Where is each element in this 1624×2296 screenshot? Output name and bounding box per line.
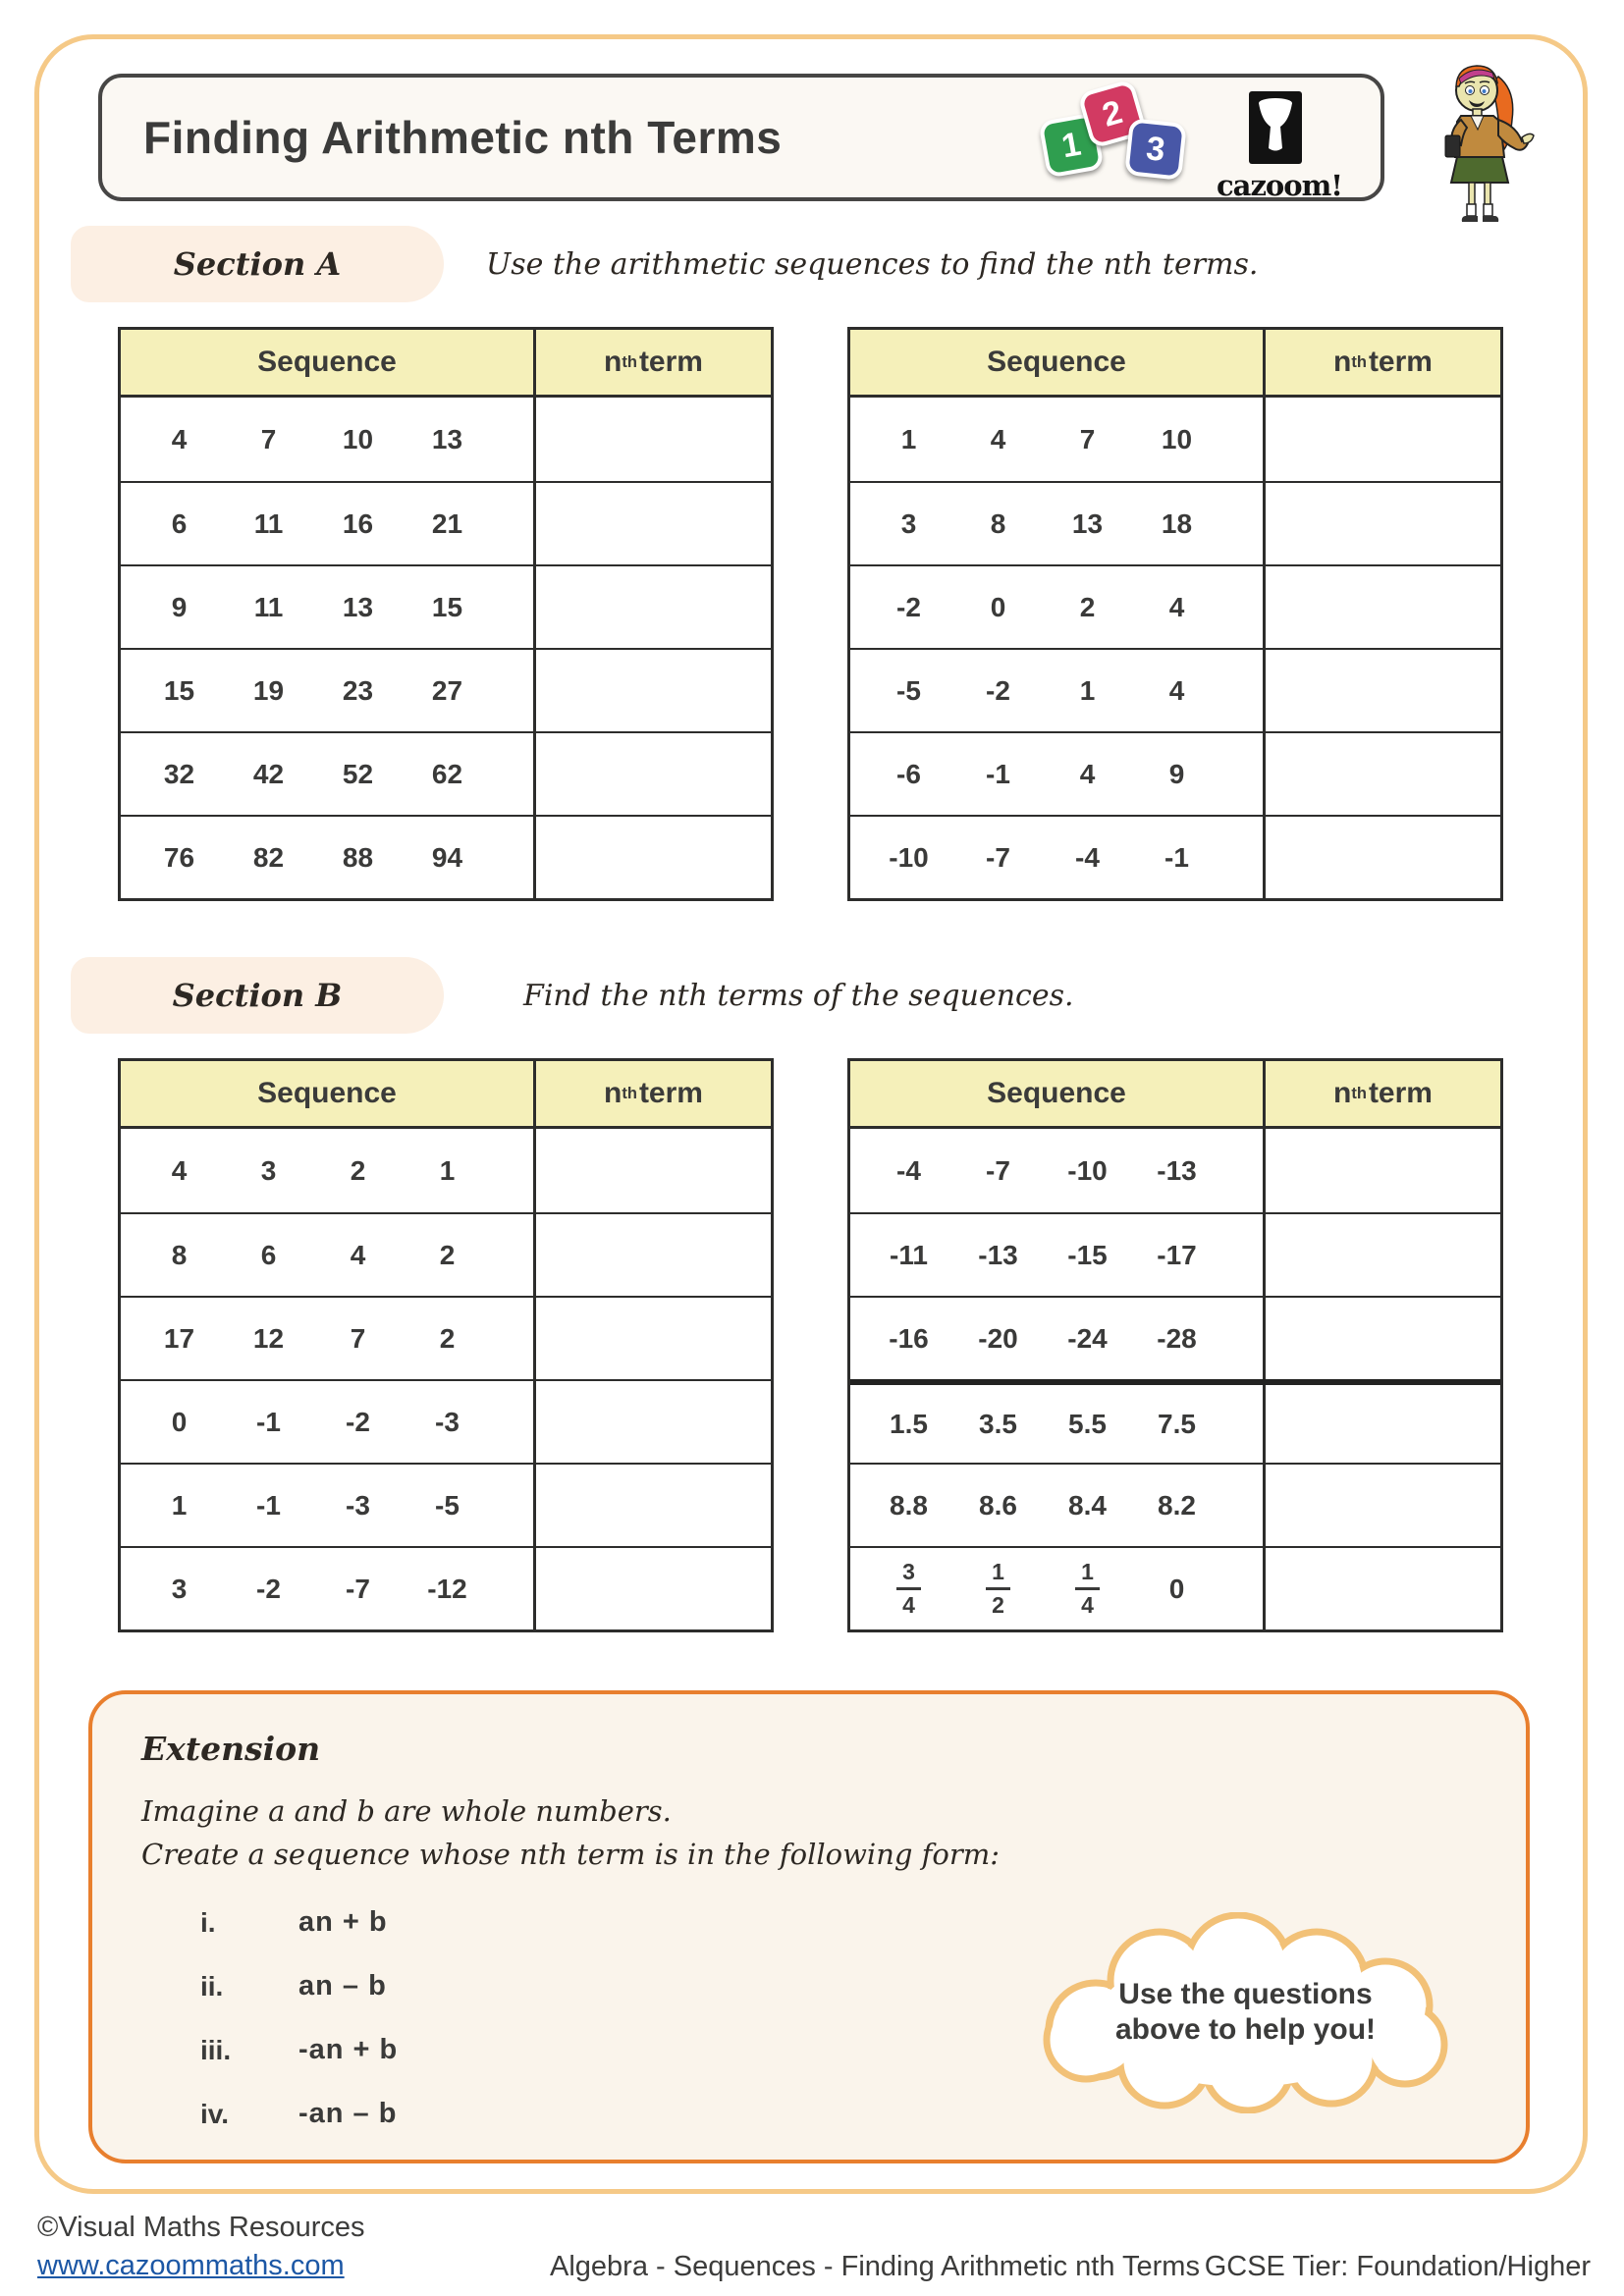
fraction-value: $\frac{3}{4}$ (896, 1561, 921, 1617)
extension-item-numeral: iv. (200, 2098, 230, 2129)
sequence-value: 76 (163, 841, 195, 873)
extension-item-formula: an – b (298, 1970, 387, 2002)
table-row (850, 564, 1500, 648)
sequence-values (850, 1465, 1266, 1546)
sequence-value: 2 (439, 1322, 456, 1354)
sequence-values (850, 1548, 1266, 1629)
sequence-value: 7 (260, 423, 277, 454)
table-row (121, 1463, 771, 1546)
sequence-values (121, 398, 536, 481)
sequence-column-header: Sequence (121, 330, 536, 395)
sequence-table-b-left (118, 1058, 774, 1632)
sequence-column-header: Sequence (850, 330, 1266, 395)
page-title: Finding Arithmetic nth Terms (143, 112, 783, 163)
sequence-value: -2 (256, 1573, 281, 1604)
table-row (121, 815, 771, 898)
sequence-values (121, 483, 536, 564)
sequence-value: -5 (896, 674, 921, 706)
sequence-table-a-right (847, 327, 1503, 901)
sequence-value: -17 (1157, 1239, 1197, 1270)
sequence-value: -1 (1164, 841, 1189, 873)
sequence-value: 19 (252, 674, 285, 706)
sequence-value: 94 (431, 841, 463, 873)
sequence-value: 9 (171, 591, 188, 622)
sequence-value: -7 (346, 1573, 370, 1604)
nth-term-answer-cell (1266, 566, 1500, 648)
sequence-value: 2 (439, 1239, 456, 1270)
sequence-value: 1 (900, 423, 917, 454)
sequence-value: -3 (435, 1406, 460, 1437)
sequence-value: 13 (342, 591, 374, 622)
sequence-value: -2 (986, 674, 1010, 706)
sequence-value: -13 (1157, 1154, 1197, 1186)
sequence-value: -4 (1075, 841, 1100, 873)
sequence-values (850, 398, 1266, 481)
sequence-value: 4 (1168, 674, 1185, 706)
sequence-value: 8.8 (890, 1489, 928, 1521)
sequence-value: 8 (171, 1239, 188, 1270)
sequence-value: -12 (427, 1573, 467, 1604)
sequence-value: 4 (1079, 758, 1096, 789)
table-header-row (850, 330, 1500, 398)
sequence-value: -1 (256, 1489, 281, 1521)
help-bubble-text (1027, 1977, 1464, 2048)
sequence-value: -3 (346, 1489, 370, 1521)
sequence-value: 4 (171, 423, 188, 454)
sequence-column-header: Sequence (121, 1061, 536, 1126)
sequence-value: 6 (260, 1239, 277, 1270)
sequence-values (121, 817, 536, 898)
footer-tier-text: GCSE Tier: Foundation/Higher (1204, 2251, 1591, 2282)
extension-item-numeral: iii. (200, 2034, 232, 2065)
sequence-values (121, 1548, 536, 1629)
nth-term-answer-cell (1266, 1385, 1500, 1463)
copyright-text: ©Visual Maths Resources (37, 2212, 365, 2243)
sequence-value: 18 (1161, 507, 1193, 539)
sequence-value: 2 (1079, 591, 1096, 622)
sequence-values (121, 650, 536, 731)
table-row (121, 648, 771, 731)
sequence-table-b-right (847, 1058, 1503, 1632)
sequence-value: 88 (342, 841, 374, 873)
nth-term-answer-cell (1266, 1129, 1500, 1212)
teacher-girl-mascot (1422, 51, 1543, 226)
table-row (850, 1463, 1500, 1546)
sequence-value: 15 (431, 591, 463, 622)
sequence-value: 10 (1161, 423, 1193, 454)
extension-item-numeral: ii. (200, 1970, 224, 2002)
tile-3-label: 3 (1144, 129, 1167, 169)
nth-term-answer-cell (536, 650, 771, 731)
sequence-value: -2 (896, 591, 921, 622)
sequence-value: 2 (350, 1154, 366, 1186)
table-row (850, 1296, 1500, 1379)
sequence-values (121, 1298, 536, 1379)
sequence-values (850, 1214, 1266, 1296)
sequence-value: -5 (435, 1489, 460, 1521)
sequence-values (850, 733, 1266, 815)
nth-term-column-header: n th term (604, 346, 703, 378)
sequence-value: 11 (253, 591, 284, 622)
table-row (850, 398, 1500, 481)
extension-item (200, 1891, 398, 1954)
sequence-value: -7 (986, 1154, 1010, 1186)
sequence-value: -1 (986, 758, 1010, 789)
section-b-label: Section B (71, 957, 444, 1034)
sequence-value: 1 (439, 1154, 456, 1186)
sequence-value: -10 (1067, 1154, 1108, 1186)
sequence-value: 11 (253, 507, 284, 539)
footer-left (37, 2212, 365, 2282)
sequence-value: 13 (1071, 507, 1104, 539)
sequence-values (850, 1385, 1266, 1463)
sequence-value: 4 (171, 1154, 188, 1186)
extension-item-numeral: i. (200, 1906, 216, 1938)
table-row (121, 731, 771, 815)
sequence-value: 15 (163, 674, 195, 706)
nth-term-answer-cell (1266, 1214, 1500, 1296)
sequence-value: -24 (1067, 1322, 1108, 1354)
sequence-value: 1 (1079, 674, 1096, 706)
sequence-values (850, 483, 1266, 564)
sequence-value: -28 (1157, 1322, 1197, 1354)
section-b-instruction: Find the nth terms of the sequences. (523, 979, 1074, 1013)
sequence-value: 82 (252, 841, 285, 873)
sequence-column-header: Sequence (850, 1061, 1266, 1126)
sequence-value: 7.5 (1158, 1408, 1196, 1439)
sequence-value: 10 (342, 423, 374, 454)
sequence-value: 7 (350, 1322, 366, 1354)
cazoom-logo (1217, 91, 1343, 202)
sequence-value: 4 (1168, 591, 1185, 622)
table-header-row (850, 1061, 1500, 1129)
table-row (850, 481, 1500, 564)
sequence-value: -10 (889, 841, 929, 873)
djembe-drum-icon (1249, 91, 1302, 164)
tile-2-label: 2 (1098, 92, 1127, 134)
sequence-value: -4 (896, 1154, 921, 1186)
nth-term-answer-cell (536, 1465, 771, 1546)
sequence-value: -15 (1067, 1239, 1108, 1270)
table-row (121, 398, 771, 481)
sequence-value: 1 (171, 1489, 188, 1521)
table-header-row (121, 1061, 771, 1129)
cazoom-logo-text: cazoom! (1217, 169, 1343, 202)
nth-term-answer-cell (536, 817, 771, 898)
sequence-value: 4 (350, 1239, 366, 1270)
sequence-value: 8.6 (979, 1489, 1017, 1521)
sequence-value: 16 (342, 507, 374, 539)
sequence-value: 27 (431, 674, 463, 706)
extension-item-formula: an + b (298, 1906, 388, 1938)
nth-term-answer-cell (536, 1298, 771, 1379)
sequence-value: -6 (896, 758, 921, 789)
help-bubble-line-1: Use the questions (1118, 1978, 1373, 2010)
sequence-value: 0 (990, 591, 1006, 622)
sequence-value: 42 (252, 758, 285, 789)
table-row (121, 1379, 771, 1463)
nth-term-answer-cell (536, 483, 771, 564)
nth-term-column-header: n th term (1333, 1077, 1433, 1109)
sequence-value: 3 (900, 507, 917, 539)
table-row (850, 1379, 1500, 1463)
table-row (121, 1546, 771, 1629)
website-link[interactable]: www.cazoommaths.com (37, 2250, 345, 2281)
fraction-value: $\frac{1}{2}$ (986, 1561, 1010, 1617)
sequence-value: 8.4 (1068, 1489, 1107, 1521)
table-row (121, 564, 771, 648)
nth-term-column-header: n th term (1333, 346, 1433, 378)
sequence-value: 21 (431, 507, 463, 539)
sequence-value: 9 (1168, 758, 1185, 789)
extension-box (88, 1690, 1530, 2163)
header (98, 74, 1384, 201)
extension-title: Extension (141, 1730, 321, 1768)
sequence-values (121, 733, 536, 815)
sequence-value: 7 (1079, 423, 1096, 454)
extension-item-list (200, 1891, 398, 2146)
sequence-value: -7 (986, 841, 1010, 873)
extension-line-2: Create a sequence whose nth term is in the following form: (141, 1838, 1000, 1871)
nth-term-answer-cell (536, 1381, 771, 1463)
sequence-values (121, 1129, 536, 1212)
sequence-value: 3 (171, 1573, 188, 1604)
sequence-value: -20 (978, 1322, 1018, 1354)
sequence-table-a-left (118, 327, 774, 901)
table-row (850, 815, 1500, 898)
table-row (121, 1296, 771, 1379)
nth-term-answer-cell (1266, 398, 1500, 481)
sequence-value: 8 (990, 507, 1006, 539)
sequence-value: 1.5 (890, 1408, 928, 1439)
nth-term-answer-cell (536, 733, 771, 815)
table-row (850, 731, 1500, 815)
sequence-value: 0 (171, 1406, 188, 1437)
table-header-row (121, 330, 771, 398)
sequence-value: 52 (342, 758, 374, 789)
sequence-value: 32 (163, 758, 195, 789)
table-row (121, 481, 771, 564)
sequence-values (121, 566, 536, 648)
nth-term-answer-cell (1266, 1548, 1500, 1629)
table-row (850, 1546, 1500, 1629)
nth-term-answer-cell (1266, 817, 1500, 898)
sequence-value: 12 (252, 1322, 285, 1354)
sequence-values (121, 1214, 536, 1296)
extension-item (200, 2082, 398, 2146)
sequence-value: 17 (163, 1322, 195, 1354)
table-row (850, 648, 1500, 731)
sequence-value: -11 (890, 1239, 928, 1270)
sequence-value: 3 (260, 1154, 277, 1186)
sequence-values (850, 1298, 1266, 1379)
nth-term-answer-cell (536, 1214, 771, 1296)
fraction-value: $\frac{1}{4}$ (1075, 1561, 1100, 1617)
number-tiles-123-icon (1043, 85, 1190, 195)
nth-term-answer-cell (1266, 1465, 1500, 1546)
nth-term-answer-cell (1266, 483, 1500, 564)
extension-line-1: Imagine a and b are whole numbers. (141, 1794, 672, 1828)
sequence-value: -1 (256, 1406, 281, 1437)
sequence-values (121, 1465, 536, 1546)
sequence-value: 5.5 (1068, 1408, 1107, 1439)
sequence-value: 3.5 (979, 1408, 1017, 1439)
tile-3 (1124, 118, 1187, 181)
nth-term-answer-cell (536, 1129, 771, 1212)
sequence-value: 8.2 (1158, 1489, 1196, 1521)
table-row (121, 1129, 771, 1212)
sequence-value: -13 (978, 1239, 1018, 1270)
sequence-value: 0 (1168, 1573, 1185, 1604)
extension-item (200, 1954, 398, 2018)
sequence-values (850, 566, 1266, 648)
sequence-value: 4 (990, 423, 1006, 454)
extension-item-formula: -an – b (298, 2098, 398, 2129)
section-a-instruction: Use the arithmetic sequences to find the nth terms. (486, 247, 1259, 282)
nth-term-answer-cell (1266, 733, 1500, 815)
sequence-values (850, 1129, 1266, 1212)
sequence-values (850, 817, 1266, 898)
table-row (850, 1129, 1500, 1212)
sequence-value: 62 (431, 758, 463, 789)
nth-term-answer-cell (1266, 650, 1500, 731)
sequence-value: -2 (346, 1406, 370, 1437)
extension-item-formula: -an + b (298, 2034, 399, 2065)
sequence-values (121, 1381, 536, 1463)
nth-term-answer-cell (536, 566, 771, 648)
nth-term-answer-cell (1266, 1298, 1500, 1379)
help-bubble-line-2: above to help you! (1114, 2013, 1377, 2046)
sequence-values (850, 650, 1266, 731)
nth-term-answer-cell (536, 398, 771, 481)
help-bubble (1027, 1912, 1464, 2113)
tile-1-label: 1 (1058, 125, 1084, 165)
table-row (121, 1212, 771, 1296)
footer-topic-text: Algebra - Sequences - Finding Arithmetic nth Terms (550, 2251, 1200, 2282)
nth-term-column-header: n th term (604, 1077, 703, 1109)
sequence-value: 13 (431, 423, 463, 454)
extension-item (200, 2018, 398, 2082)
section-a-label: Section A (71, 226, 444, 302)
table-row (850, 1212, 1500, 1296)
sequence-value: 23 (342, 674, 374, 706)
sequence-value: 6 (171, 507, 188, 539)
nth-term-answer-cell (536, 1548, 771, 1629)
sequence-value: -16 (889, 1322, 929, 1354)
